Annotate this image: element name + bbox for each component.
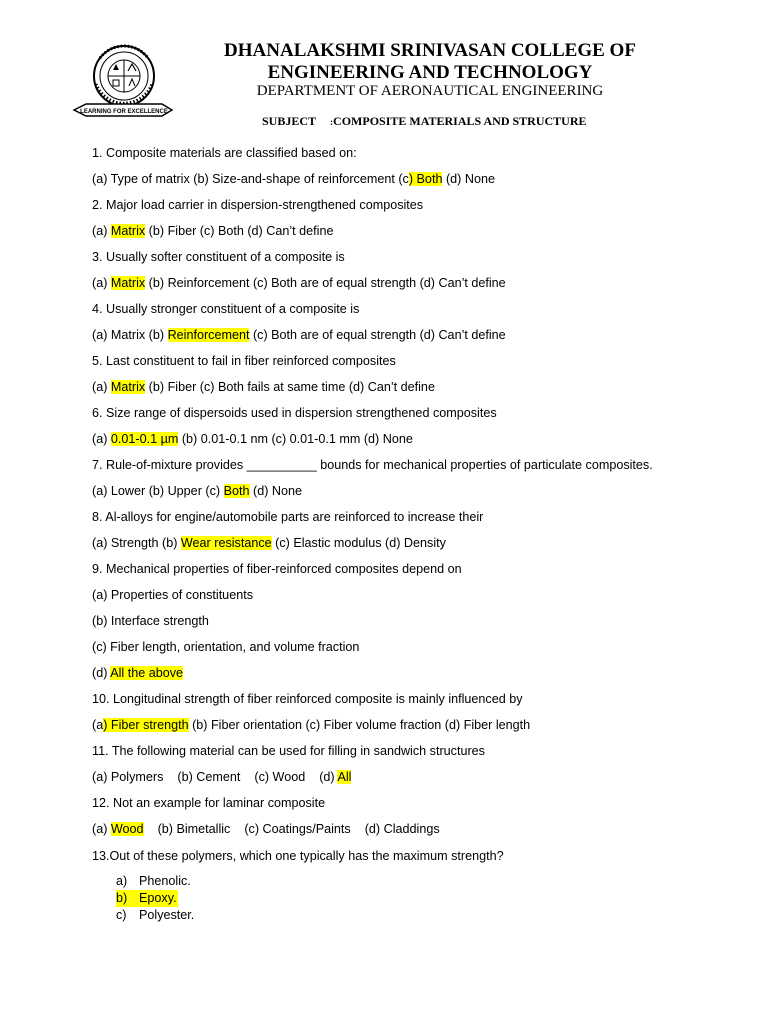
answer-options-4: (a) Matrix (b) Reinforcement (c) Both are of equal strength (d) Can’t define bbox=[92, 328, 506, 342]
correct-answer: 0.01-0.1 µm bbox=[110, 432, 179, 446]
subject-line: SUBJECT :COMPOSITE MATERIALS AND STRUCTURE bbox=[262, 114, 587, 128]
q9-option-a: (a) Properties of constituents bbox=[92, 588, 253, 602]
college-logo bbox=[68, 40, 176, 124]
question-1: 1. Composite materials are classified based on: bbox=[92, 146, 357, 160]
college-name-line2: ENGINEERING AND TECHNOLOGY bbox=[267, 62, 593, 83]
question-9: 9. Mechanical properties of fiber-reinforced composites depend on bbox=[92, 562, 462, 576]
logo-motto: LEARNING FOR EXCELLENCE bbox=[80, 109, 168, 115]
answer-options-2: (a) Matrix (b) Fiber (c) Both (d) Can’t define bbox=[92, 224, 334, 238]
correct-answer: Wood bbox=[110, 822, 144, 836]
q13-option-b-correct: b) Epoxy. bbox=[116, 891, 177, 905]
subject-label: SUBJECT bbox=[262, 114, 317, 128]
correct-answer: Matrix bbox=[110, 276, 146, 290]
college-name-line1: DHANALAKSHMI SRINIVASAN COLLEGE OF bbox=[224, 40, 636, 61]
question-5: 5. Last constituent to fail in fiber reinforced composites bbox=[92, 354, 396, 368]
q13-option-c: c) Polyester. bbox=[116, 908, 195, 922]
question-4: 4. Usually stronger constituent of a composite is bbox=[92, 302, 360, 316]
answer-options-3: (a) Matrix (b) Reinforcement (c) Both are of equal strength (d) Can’t define bbox=[92, 276, 506, 290]
question-6: 6. Size range of dispersoids used in dispersion strengthened composites bbox=[92, 406, 497, 420]
correct-answer: Wear resistance bbox=[180, 536, 272, 550]
correct-answer: Reinforcement bbox=[167, 328, 250, 342]
answer-options-12: (a) Wood (b) Bimetallic (c) Coatings/Paints (d) Claddings bbox=[92, 822, 440, 836]
question-2: 2. Major load carrier in dispersion-strengthened composites bbox=[92, 198, 424, 212]
answer-options-7: (a) Lower (b) Upper (c) Both (d) None bbox=[92, 484, 302, 498]
answer-options-11: (a) Polymers (b) Cement (c) Wood (d) All bbox=[92, 770, 352, 784]
question-3: 3. Usually softer constituent of a composite is bbox=[92, 250, 345, 264]
department-name: DEPARTMENT OF AERONAUTICAL ENGINEERING bbox=[256, 83, 604, 99]
question-7: 7. Rule-of-mixture provides __________ bounds for mechanical properties of particulate composites. bbox=[92, 458, 653, 472]
correct-answer: Both bbox=[223, 484, 250, 498]
answer-options-6: (a) 0.01-0.1 µm (b) 0.01-0.1 nm (c) 0.01-0.1 mm (d) None bbox=[92, 432, 413, 446]
correct-answer: Matrix bbox=[110, 380, 146, 394]
answer-options-8: (a) Strength (b) Wear resistance (c) Elastic modulus (d) Density bbox=[92, 536, 446, 550]
question-10: 10. Longitudinal strength of fiber reinforced composite is mainly influenced by bbox=[92, 692, 523, 706]
answer-options-10: (a) Fiber strength (b) Fiber orientation (c) Fiber volume fraction (d) Fiber length bbox=[92, 718, 531, 732]
q9-option-b: (b) Interface strength bbox=[92, 614, 209, 628]
question-13: 13.Out of these polymers, which one typically has the maximum strength? bbox=[92, 849, 504, 863]
answer-options-1: (a) Type of matrix (b) Size-and-shape of reinforcement (c) Both (d) None bbox=[92, 172, 495, 186]
subject-value: COMPOSITE MATERIALS AND STRUCTURE bbox=[333, 114, 587, 128]
q9-option-c: (c) Fiber length, orientation, and volume fraction bbox=[92, 640, 360, 654]
correct-answer: All the above bbox=[110, 666, 184, 680]
question-12: 12. Not an example for laminar composite bbox=[92, 796, 326, 810]
correct-answer: ) Both bbox=[408, 172, 443, 186]
question-11: 11. The following material can be used for filling in sandwich structures bbox=[92, 744, 485, 758]
correct-answer: All bbox=[337, 770, 352, 784]
logo-ribbon bbox=[74, 104, 172, 116]
q13-option-a: a) Phenolic. bbox=[116, 874, 191, 888]
correct-answer: ) Fiber strength bbox=[103, 718, 189, 732]
answer-options-5: (a) Matrix (b) Fiber (c) Both fails at same time (d) Can’t define bbox=[92, 380, 435, 394]
q9-option-d: (d) All the above bbox=[92, 666, 184, 680]
question-8: 8. Al-alloys for engine/automobile parts are reinforced to increase their bbox=[92, 510, 484, 524]
correct-answer: Matrix bbox=[110, 224, 146, 238]
logo-seal-icon bbox=[94, 46, 154, 106]
